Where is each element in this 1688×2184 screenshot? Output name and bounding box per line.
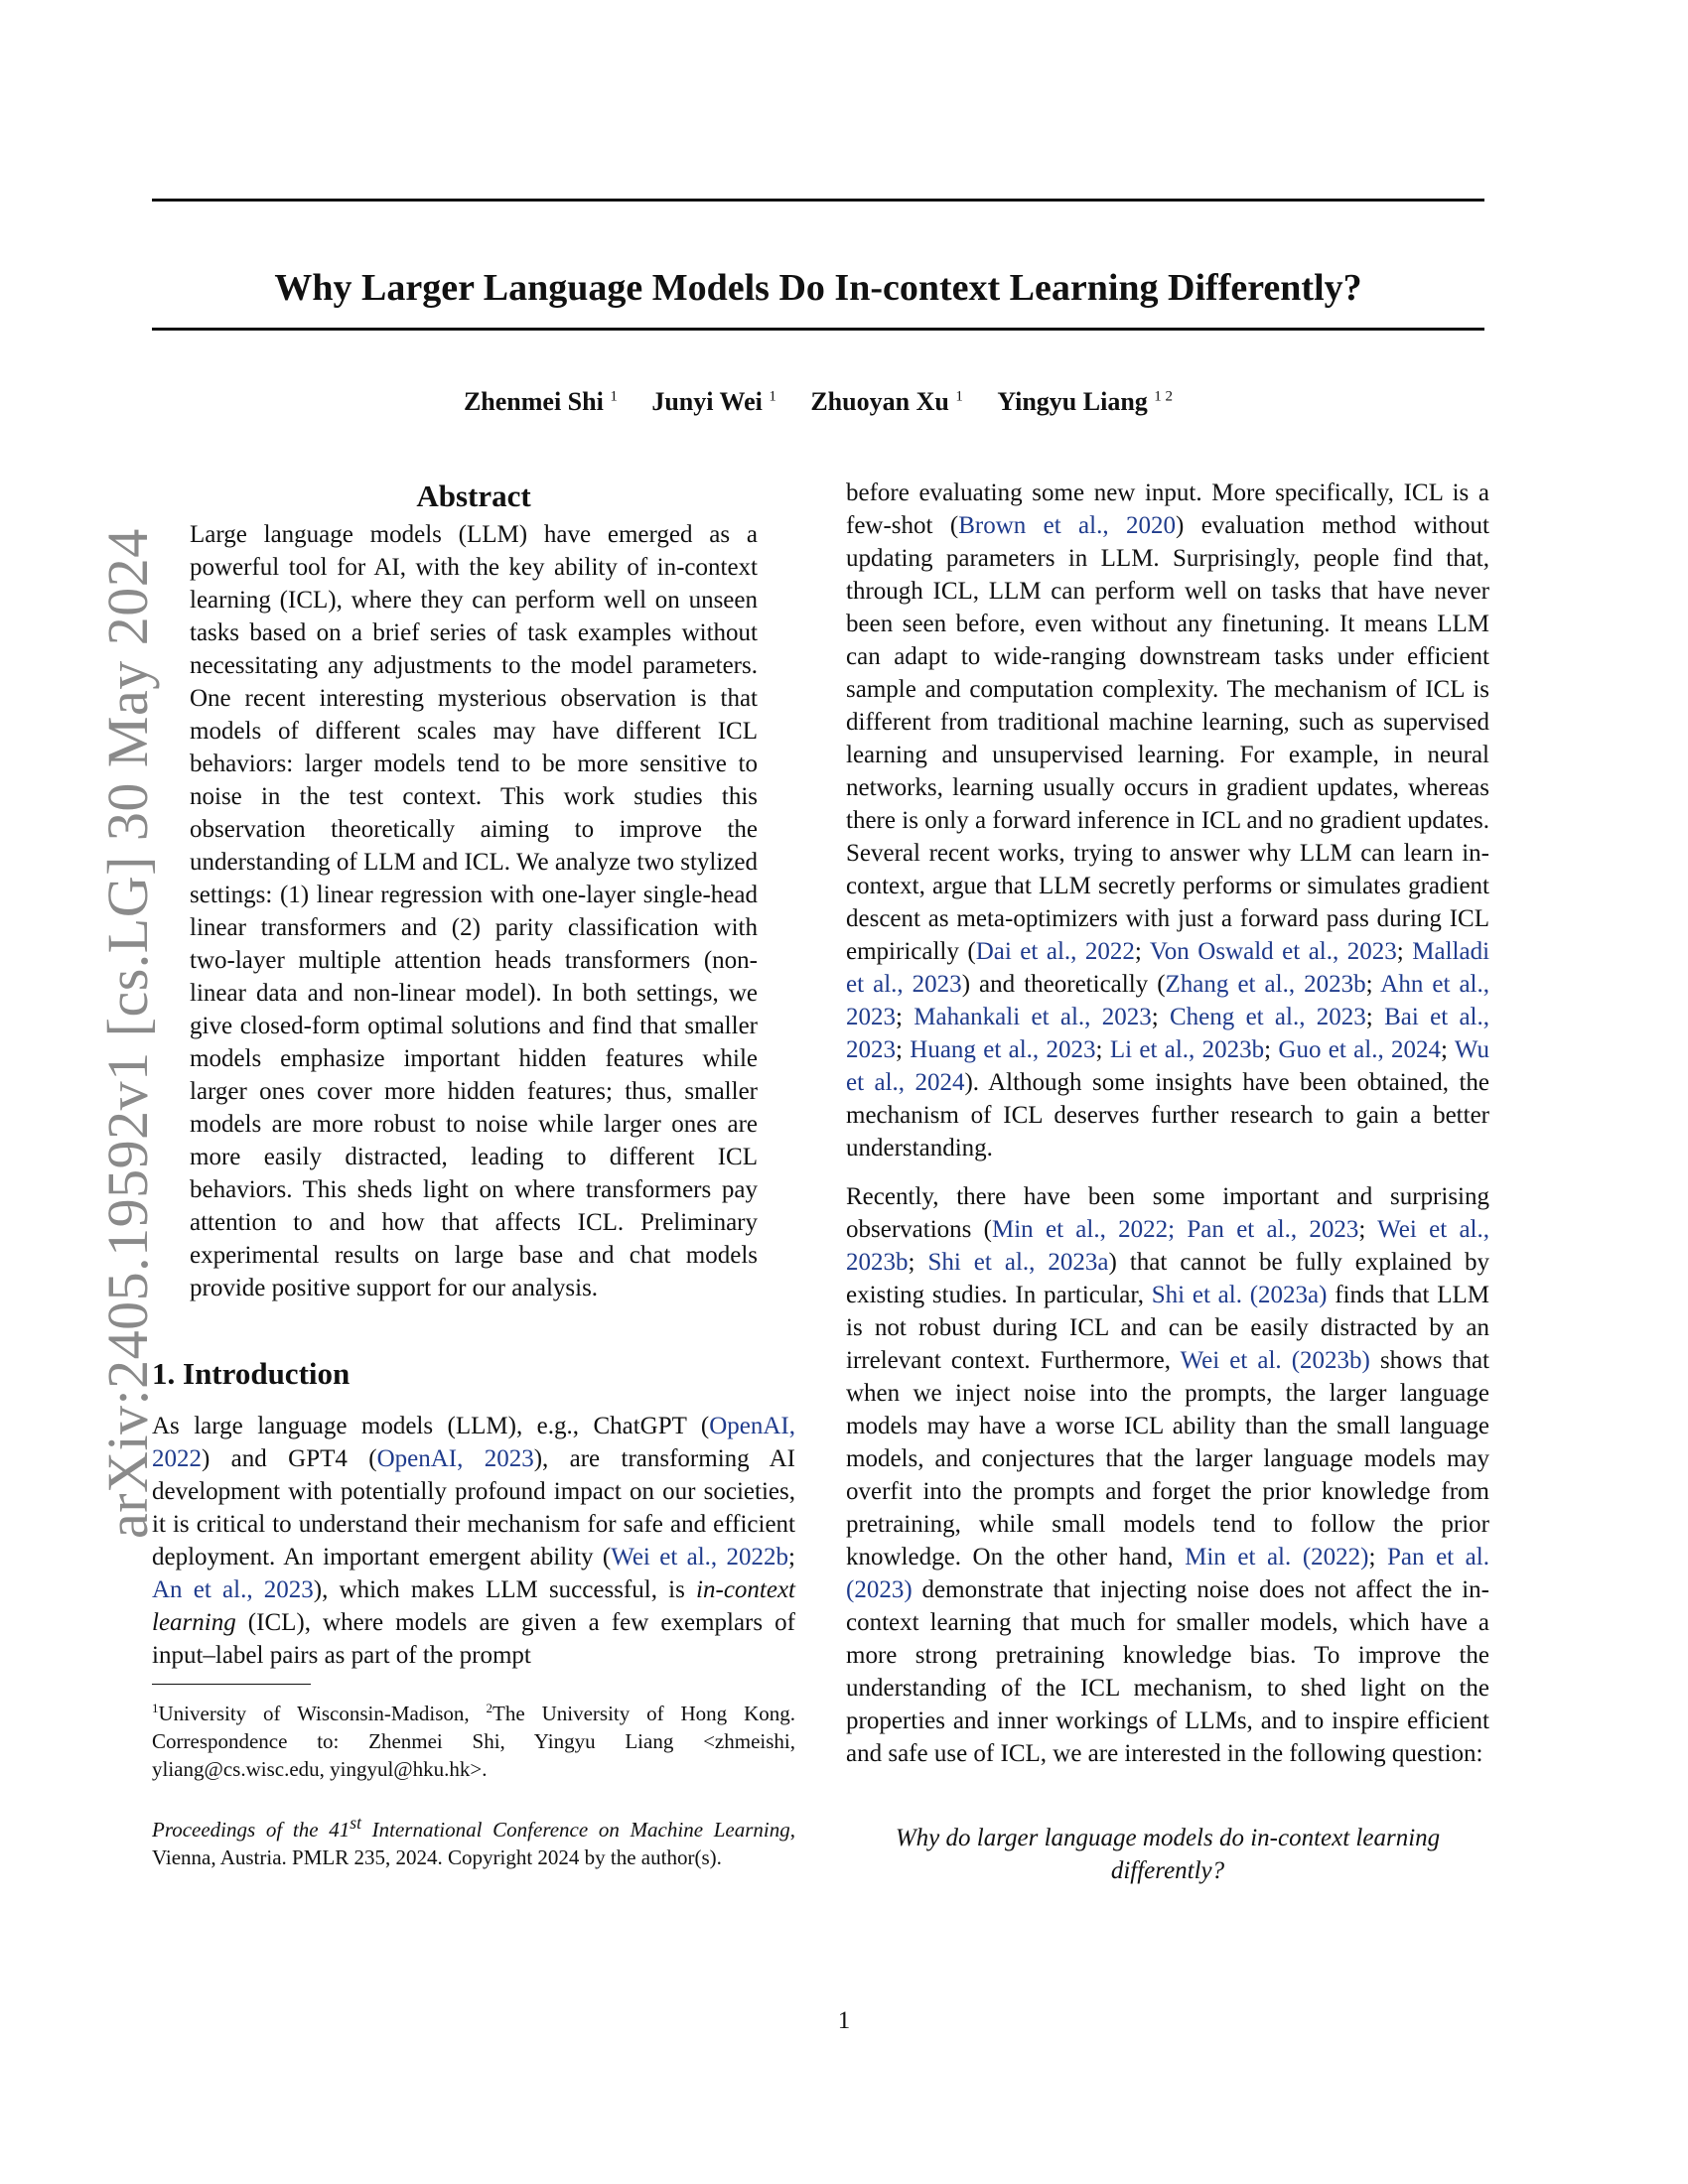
citation-link[interactable]: OpenAI, 2023: [376, 1445, 534, 1472]
author-name: Junyi Wei: [651, 387, 763, 416]
intro-paragraph-2: Recently, there have been some important and surprising observations (Min et al., 2022; Pan et al., 2023; Wei et al., 2023b; Shi et al., 2023a) that cannot be fully explained by existing studies. In particular, Shi et al. (2023a) finds that LLM is not robust during ICL and can be easily distracted by an irrelevant context. Furthermore, Wei et al. (2023b) shows that when we inject noise into the prompts, the larger language models may have a worse ICL ability than the small language models, and conjectures that the larger language models may overfit into the prompts and forget the prior knowledge from pretraining, while small models tend to follow the prior knowledge. On the other hand, Min et al. (2022); Pan et al. (2023) demonstrate that injecting noise does not affect the in-context learning that much for smaller models, which have a more strong pretraining knowledge bias. To improve the understanding of the ICL mechanism, to shed light on the properties and inner workings of LLMs, and to inspire efficient and safe use of ICL, we are interested in the following question:: [846, 1183, 1490, 1767]
author-affiliation: 1 2: [1154, 388, 1174, 405]
citation-link[interactable]: Guo et al., 2024: [1278, 1036, 1442, 1063]
citation-link[interactable]: Wu et al., 2024: [846, 1036, 1489, 1096]
arxiv-identifier-stamp: arXiv:2405.19592v1 [cs.LG] 30 May 2024: [95, 528, 160, 1539]
citation-link[interactable]: Huang et al., 2023: [910, 1036, 1096, 1063]
author-list: [152, 387, 1484, 417]
citation-link[interactable]: Dai et al., 2022: [975, 938, 1135, 965]
right-column: [846, 477, 1489, 1887]
citation-link[interactable]: Min et al. (2022): [1185, 1544, 1369, 1570]
citation-link[interactable]: Bai et al., 2023: [846, 1004, 1489, 1063]
author: [810, 387, 962, 416]
citation-link[interactable]: Wei et al. (2023b): [1180, 1347, 1370, 1374]
citation-link[interactable]: Min et al., 2022; Pan et al., 2023: [992, 1216, 1359, 1243]
left-column: [152, 477, 795, 1871]
abstract-heading: Abstract: [416, 478, 531, 513]
page-number: 1: [837, 2007, 851, 2034]
author-affiliation: 1: [610, 388, 618, 405]
author-name: Zhuoyan Xu: [810, 387, 949, 416]
abstract-text: Large language models (LLM) have emerged as a powerful tool for AI, with the key ability of in-context learning (ICL), where they can perform well on unseen tasks based on a brief series of task examples without necessitating any adjustments to the model parameters. One recent interesting mysterious observation is that models of different scales may have different ICL behaviors: larger models tend to be more sensitive to noise in the test context. This work studies this observation theoretically aiming to improve the understanding of LLM and ICL. We analyze two stylized settings: (1) linear regression with one-layer single-head linear transformers and (2) parity classification with two-layer multiple attention heads transformers (non-linear data and non-linear model). In both settings, we give closed-form optimal solutions and find that smaller models emphasize important hidden features while larger ones cover more hidden features; thus, smaller models are more robust to noise while larger ones are more easily distracted, leading to different ICL behaviors. This sheds light on where transformers pay attention to and how that affects ICL. Preliminary experimental results on large base and chat models provide positive support for our analysis.: [190, 521, 758, 1301]
title-rule-bottom: [152, 328, 1484, 331]
citation-link[interactable]: Cheng et al., 2023: [1169, 1004, 1366, 1030]
citation-link[interactable]: Wei et al., 2023b: [846, 1216, 1489, 1276]
affiliation-footnote: $^1$University of Wisconsin-Madison, $^2$The University of Hong Kong. Correspondence to: Zhenmei Shi, Yingyu Liang <zhmeishi, yliang@cs.wisc.edu, yingyul@hku.hk>.: [152, 1701, 795, 1781]
citation-link[interactable]: Ahn et al., 2023: [846, 971, 1490, 1030]
citation-link[interactable]: Shi et al. (2023a): [1151, 1282, 1328, 1308]
paper-title: Why Larger Language Models Do In-context Learning Differently?: [274, 267, 1362, 310]
author-affiliation: 1: [769, 388, 776, 405]
citation-link[interactable]: Wei et al., 2022b: [611, 1544, 789, 1570]
intro-paragraph-1-part-b: before evaluating some new input. More specifically, ICL is a few-shot (Brown et al., 2020) evaluation method without updating parameters in LLM. Surprisingly, people find that, through ICL, LLM can perform well on tasks that have never been seen before, even without any finetuning. It means LLM can adapt to wide-ranging downstream tasks under efficient sample and computation complexity. The mechanism of ICL is different from traditional machine learning, such as supervised learning and unsupervised learning. For example, in neural networks, learning usually occurs in gradient updates, whereas there is only a forward inference in ICL and no gradient updates. Several recent works, trying to answer why LLM can learn in-context, argue that LLM secretly performs or simulates gradient descent as meta-optimizers with just a forward pass during ICL empirically (Dai et al., 2022; Von Oswald et al., 2023; Malladi et al., 2023) and theoretically (Zhang et al., 2023b; Ahn et al., 2023; Mahankali et al., 2023; Cheng et al., 2023; Bai et al., 2023; Huang et al., 2023; Li et al., 2023b; Guo et al., 2024; Wu et al., 2024). Although some insights have been obtained, the mechanism of ICL deserves further research to gain a better understanding.: [846, 479, 1490, 1161]
emphasis-term: in-context learning: [152, 1576, 795, 1636]
citation-link[interactable]: An et al., 2023: [152, 1576, 314, 1603]
author-name: Yingyu Liang: [997, 387, 1148, 416]
citation-link[interactable]: Li et al., 2023b: [1109, 1036, 1265, 1063]
citation-link[interactable]: OpenAI, 2022: [152, 1413, 795, 1472]
citation-link[interactable]: Mahankali et al., 2023: [914, 1004, 1152, 1030]
citation-link[interactable]: Malladi et al., 2023: [846, 938, 1490, 998]
citation-link[interactable]: Brown et al., 2020: [958, 512, 1176, 539]
citation-link[interactable]: Von Oswald et al., 2023: [1149, 938, 1397, 965]
citation-link[interactable]: Zhang et al., 2023b: [1165, 971, 1366, 998]
citation-link[interactable]: Pan et al. (2023): [846, 1544, 1489, 1603]
author-name: Zhenmei Shi: [463, 387, 604, 416]
author-affiliation: 1: [955, 388, 963, 405]
research-question: Why do larger language models do in-context learning differently?: [895, 1825, 1441, 1884]
author: [997, 387, 1173, 416]
intro-paragraph-1-part-a: As large language models (LLM), e.g., ChatGPT (OpenAI, 2022) and GPT4 (OpenAI, 2023), are transforming AI development with potentially profound impact on our societies, it is critical to understand their mechanism for safe and efficient deployment. An important emergent ability (Wei et al., 2022b; An et al., 2023), which makes LLM successful, is in-context learning (ICL), where models are given a few exemplars of input–label pairs as part of the prompt: [152, 1413, 796, 1669]
footnote-divider: [152, 1684, 311, 1685]
introduction-heading: 1. Introduction: [152, 1356, 351, 1391]
title-rule-top: [152, 199, 1484, 202]
citation-link[interactable]: Shi et al., 2023a: [927, 1249, 1109, 1276]
proceedings-note: Proceedings of the 41st International Conference on Machine Learning, Vienna, Austria. PMLR 235, 2024. Copyright 2024 by the author(s).: [152, 1813, 795, 1869]
author: [651, 387, 776, 416]
author: [464, 387, 618, 416]
